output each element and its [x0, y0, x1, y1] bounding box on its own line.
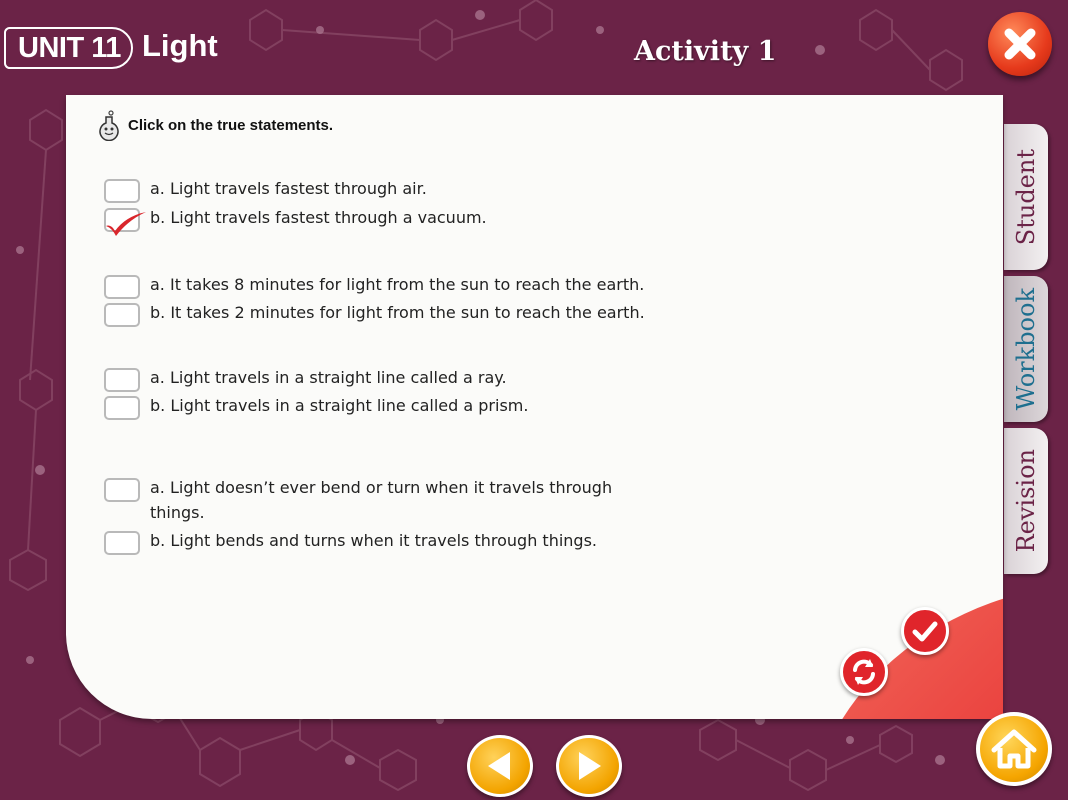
statement-option[interactable]	[104, 479, 670, 525]
next-button[interactable]	[556, 735, 622, 797]
checkbox[interactable]	[104, 368, 140, 392]
statement-option[interactable]	[104, 369, 670, 392]
statement-option[interactable]	[104, 180, 670, 203]
tab-student-label: Student	[1012, 148, 1040, 246]
checkbox[interactable]	[104, 275, 140, 299]
statement-option[interactable]	[104, 276, 670, 299]
previous-button[interactable]	[467, 735, 533, 797]
instruction-text: Click on the true statements.	[128, 116, 334, 134]
statement-option[interactable]	[104, 209, 670, 232]
statement-option[interactable]	[104, 397, 670, 420]
statement-option[interactable]	[104, 304, 670, 327]
checkbox-checked[interactable]	[104, 208, 140, 232]
arrow-left-icon	[470, 738, 530, 794]
unit-badge	[4, 27, 133, 69]
statement-text: b. It takes 2 minutes for light from the sun to reach the earth.	[150, 303, 645, 322]
tab-revision[interactable]	[1004, 428, 1048, 574]
tab-workbook-label: Workbook	[1012, 287, 1040, 411]
home-button[interactable]	[976, 712, 1052, 786]
statement-option[interactable]	[104, 532, 670, 555]
check-answers-button[interactable]	[901, 607, 949, 655]
checkmark-icon	[102, 206, 150, 238]
activity-title: Activity 1	[634, 36, 777, 67]
activity-card	[66, 95, 1003, 719]
statement-text: a. Light doesn’t ever bend or turn when it travels through things.	[150, 478, 613, 522]
close-icon	[988, 12, 1052, 76]
check-icon	[904, 610, 946, 652]
refresh-icon	[843, 651, 885, 693]
flask-icon	[96, 109, 122, 141]
tab-student[interactable]	[1004, 124, 1048, 270]
statement-text: a. Light travels in a straight line called a ray.	[150, 368, 507, 387]
close-button[interactable]	[988, 12, 1052, 76]
tab-revision-label: Revision	[1012, 449, 1040, 553]
tab-workbook[interactable]	[1004, 276, 1048, 422]
instruction	[96, 109, 333, 141]
unit-label: UNIT 11	[18, 31, 121, 64]
statement-text: b. Light travels in a straight line called a prism.	[150, 396, 529, 415]
checkbox[interactable]	[104, 478, 140, 502]
checkbox[interactable]	[104, 303, 140, 327]
home-icon	[980, 716, 1048, 782]
checkbox[interactable]	[104, 179, 140, 203]
statement-text: b. Light bends and turns when it travels through things.	[150, 531, 597, 550]
statement-text: a. Light travels fastest through air.	[150, 179, 427, 198]
statement-text: b. Light travels fastest through a vacuum.	[150, 208, 487, 227]
arrow-right-icon	[559, 738, 619, 794]
unit-title: Light	[142, 28, 218, 63]
checkbox[interactable]	[104, 531, 140, 555]
statement-text: a. It takes 8 minutes for light from the sun to reach the earth.	[150, 275, 645, 294]
checkbox[interactable]	[104, 396, 140, 420]
reset-button[interactable]	[840, 648, 888, 696]
